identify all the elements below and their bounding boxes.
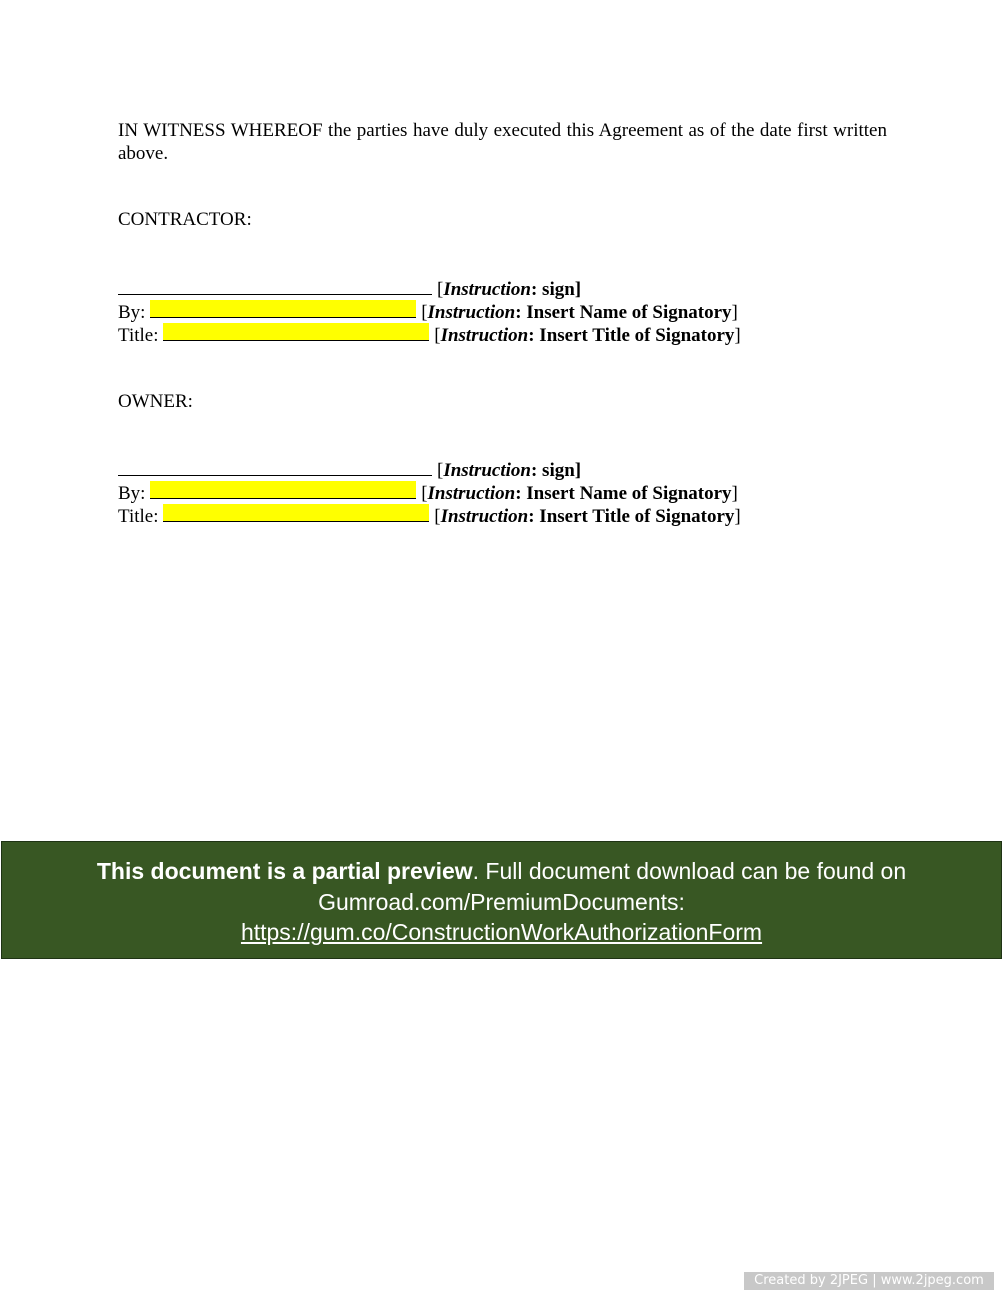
owner-label: OWNER: <box>118 391 193 412</box>
contractor-label: CONTRACTOR: <box>118 209 252 230</box>
owner-sign-open: [ <box>437 460 444 481</box>
contractor-name-close: ] <box>731 302 738 323</box>
contractor-title-close: ] <box>734 325 741 346</box>
contractor-name-instruction: : Insert Name of Signatory <box>515 302 732 323</box>
owner-name-instruction-word: Instruction <box>427 483 516 504</box>
owner-sign-instruction: : sign] <box>530 460 582 481</box>
owner-sign-row <box>118 458 878 481</box>
owner-sign-instruction-word: Instruction <box>443 460 531 481</box>
banner-bold-text: This document is a partial preview <box>96 858 473 884</box>
contractor-sign-open: [ <box>437 279 444 300</box>
contractor-name-open: [ <box>421 302 428 323</box>
owner-title-field[interactable] <box>163 504 429 522</box>
watermark-credit: Created by 2JPEG | www.2jpeg.com <box>744 1272 994 1290</box>
owner-title-label: Title: <box>118 506 159 527</box>
contractor-title-field[interactable] <box>163 323 429 341</box>
owner-name-instruction: : Insert Name of Signatory <box>515 483 732 504</box>
owner-title-close: ] <box>734 506 741 527</box>
contractor-name-instruction-word: Instruction <box>427 302 516 323</box>
contractor-sign-row <box>118 277 878 300</box>
contractor-signature-block <box>118 277 878 346</box>
owner-signature-block <box>118 458 878 527</box>
contractor-sign-instruction: : sign] <box>530 279 582 300</box>
contractor-signature-line[interactable] <box>118 277 432 295</box>
owner-name-open: [ <box>421 483 428 504</box>
owner-name-close: ] <box>731 483 738 504</box>
owner-title-instruction-word: Instruction <box>440 506 529 527</box>
contractor-title-instruction-word: Instruction <box>440 325 529 346</box>
owner-name-field[interactable] <box>150 481 416 499</box>
preview-banner <box>1 841 1002 959</box>
contractor-title-row <box>118 323 878 346</box>
contractor-name-row <box>118 300 878 323</box>
owner-title-row <box>118 504 878 527</box>
contractor-title-open: [ <box>434 325 441 346</box>
witness-clause: IN WITNESS WHEREOF the parties have duly executed this Agreement as of the date first written above. <box>118 120 887 164</box>
owner-name-row <box>118 481 878 504</box>
download-link[interactable]: https://gum.co/ConstructionWorkAuthorizationForm <box>240 919 763 945</box>
contractor-name-field[interactable] <box>150 300 416 318</box>
banner-line-2: Gumroad.com/PremiumDocuments: <box>318 888 685 915</box>
contractor-title-label: Title: <box>118 325 159 346</box>
owner-title-instruction: : Insert Title of Signatory <box>528 506 735 527</box>
contractor-sign-instruction-word: Instruction <box>443 279 531 300</box>
owner-by-label: By: <box>118 483 146 504</box>
contractor-title-instruction: : Insert Title of Signatory <box>528 325 735 346</box>
owner-signature-line[interactable] <box>118 458 432 476</box>
contractor-by-label: By: <box>118 302 146 323</box>
banner-rest-text: . Full document download can be found on <box>472 858 907 884</box>
banner-line-1 <box>2 856 1001 887</box>
owner-title-open: [ <box>434 506 441 527</box>
